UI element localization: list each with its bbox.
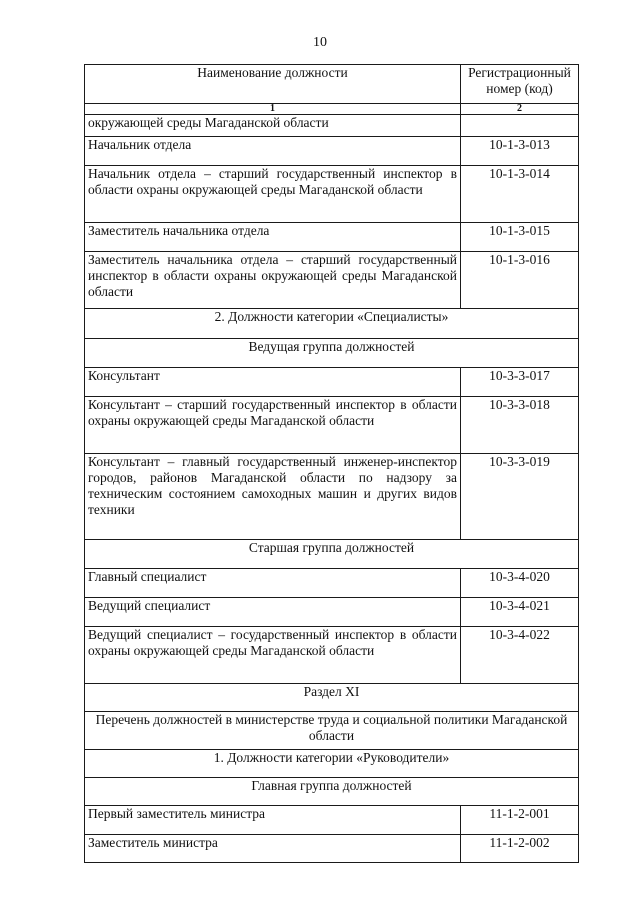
column-number-row — [85, 104, 579, 115]
section-row — [85, 778, 579, 806]
table-row — [85, 627, 579, 684]
table-row — [85, 115, 579, 137]
registration-code: 10-3-3-019 — [461, 454, 579, 540]
table-row — [85, 835, 579, 863]
table-row — [85, 368, 579, 397]
section-heading: Главная группа должностей — [85, 778, 579, 806]
registration-code: 10-1-3-016 — [461, 252, 579, 309]
table-row — [85, 397, 579, 454]
table-row — [85, 223, 579, 252]
section-heading: Раздел XI — [85, 684, 579, 712]
section-heading: Ведущая группа должностей — [85, 339, 579, 368]
section-row — [85, 309, 579, 339]
registration-code: 10-3-3-018 — [461, 397, 579, 454]
table-row — [85, 569, 579, 598]
registration-code: 10-3-3-017 — [461, 368, 579, 397]
position-name: Заместитель начальника отдела – старший государственный инспектор в области охраны окружающей среды Магаданской области — [85, 252, 461, 309]
position-name: Консультант – главный государственный инженер-инспектор городов, районов Магаданской области по надзору за техническим состоянием самоходных машин и других видов техники — [85, 454, 461, 540]
section-heading: 1. Должности категории «Руководители» — [85, 750, 579, 778]
positions-table — [84, 64, 579, 863]
registration-code: 10-3-4-021 — [461, 598, 579, 627]
header-position-name: Наименование должности — [85, 65, 461, 104]
position-name: Ведущий специалист — [85, 598, 461, 627]
registration-code: 10-1-3-013 — [461, 137, 579, 166]
table-row — [85, 252, 579, 309]
registration-code: 11-1-2-002 — [461, 835, 579, 863]
page-number: 10 — [313, 35, 327, 50]
section-row — [85, 684, 579, 712]
table-header-row — [85, 65, 579, 104]
position-name: Главный специалист — [85, 569, 461, 598]
table-row — [85, 454, 579, 540]
section-heading: Перечень должностей в министерстве труда и социальной политики Магаданской области — [85, 712, 579, 750]
table-row — [85, 137, 579, 166]
position-name: Консультант – старший государственный инспектор в области охраны окружающей среды Магаданской области — [85, 397, 461, 454]
section-row — [85, 750, 579, 778]
header-registration-code: Регистрационный номер (код) — [461, 65, 579, 104]
position-name: окружающей среды Магаданской области — [85, 115, 461, 137]
registration-code: 10-1-3-015 — [461, 223, 579, 252]
table-row — [85, 166, 579, 223]
registration-code: 10-1-3-014 — [461, 166, 579, 223]
column-number-1: 1 — [85, 104, 461, 115]
section-row — [85, 339, 579, 368]
table-body — [85, 115, 579, 863]
registration-code — [461, 115, 579, 137]
column-number-2: 2 — [461, 104, 579, 115]
position-name: Первый заместитель министра — [85, 806, 461, 835]
section-heading: 2. Должности категории «Специалисты» — [85, 309, 579, 339]
section-row — [85, 540, 579, 569]
position-name: Заместитель министра — [85, 835, 461, 863]
registration-code: 11-1-2-001 — [461, 806, 579, 835]
position-name: Начальник отдела — [85, 137, 461, 166]
section-heading: Старшая группа должностей — [85, 540, 579, 569]
registration-code: 10-3-4-020 — [461, 569, 579, 598]
position-name: Начальник отдела – старший государственный инспектор в области охраны окружающей среды Магаданской области — [85, 166, 461, 223]
table-row — [85, 806, 579, 835]
position-name: Заместитель начальника отдела — [85, 223, 461, 252]
position-name: Ведущий специалист – государственный инспектор в области охраны окружающей среды Магаданской области — [85, 627, 461, 684]
position-name: Консультант — [85, 368, 461, 397]
table-row — [85, 598, 579, 627]
section-row — [85, 712, 579, 750]
registration-code: 10-3-4-022 — [461, 627, 579, 684]
